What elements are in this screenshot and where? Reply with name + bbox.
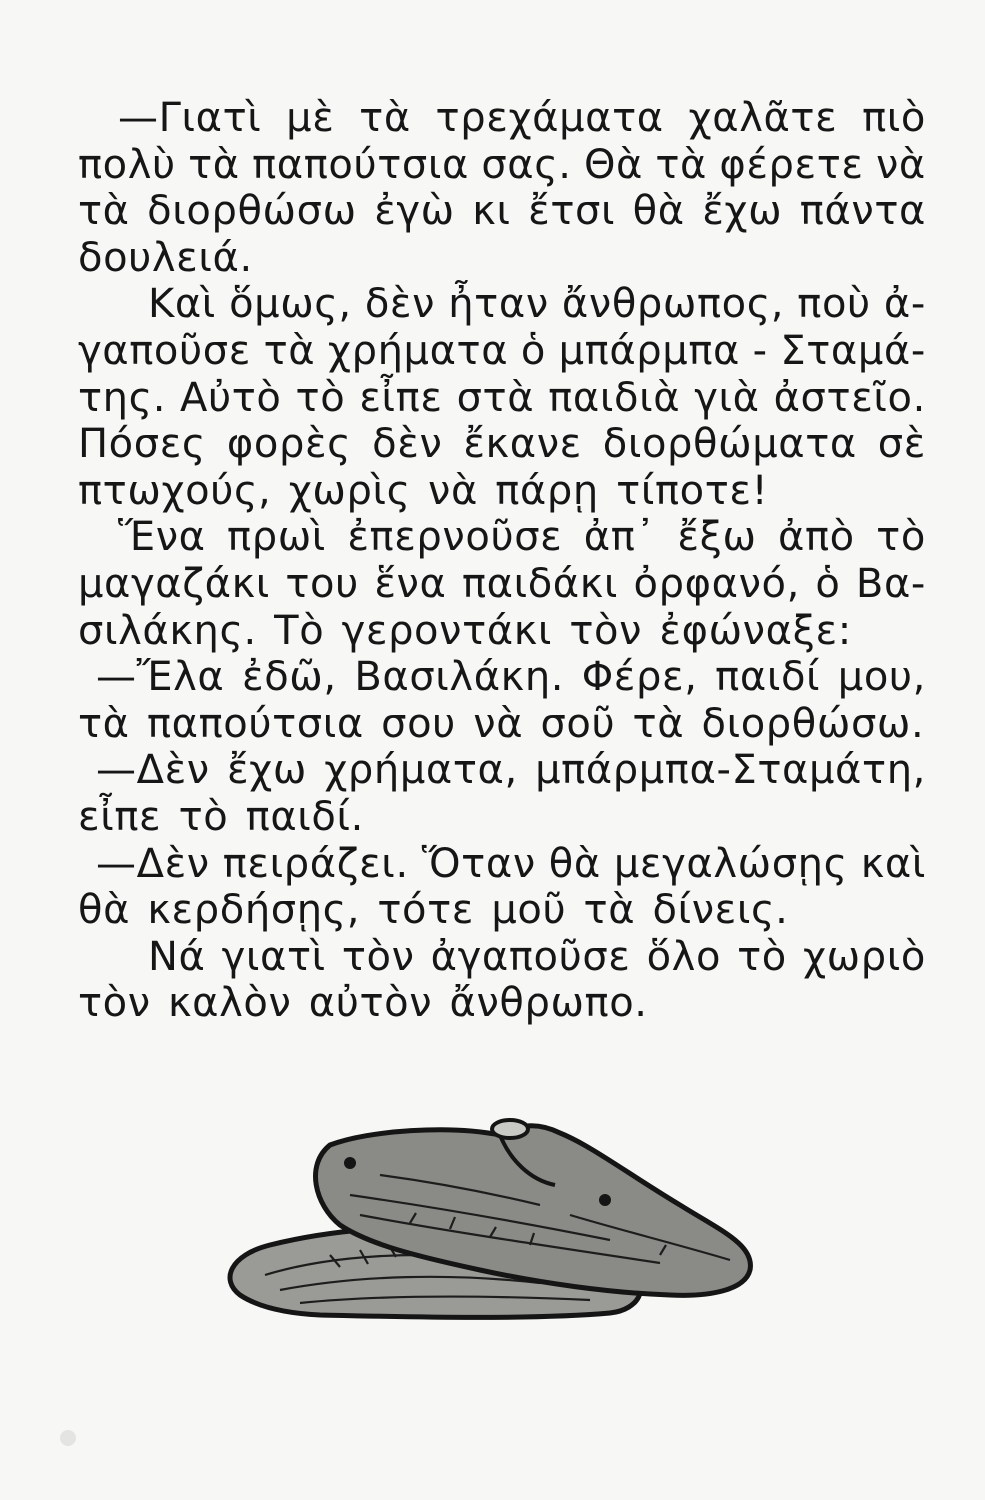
text-line: —Ἔλα ἐδῶ, Βασιλάκη. Φέρε, παιδί μου, [96, 654, 926, 701]
text-line: Καὶ ὅμως, δὲν ἦταν ἄνθρωπος, ποὺ ἀ- [148, 281, 926, 328]
text-line: τὰ διορθώσω ἐγὼ κι ἔτσι θὰ ἔχω πάντα [78, 188, 926, 235]
text-line: γαποῦσε τὰ χρήματα ὁ μπάρμπα - Σταμά- [78, 327, 926, 374]
text-line: θὰ κερδήσῃς, τότε μοῦ τὰ δίνεις. [78, 887, 789, 934]
text-line: τὰ παπούτσια σου νὰ σοῦ τὰ διορθώσω. [78, 700, 925, 747]
text-line: μαγαζάκι του ἕνα παιδάκι ὀρφανό, ὁ Βα- [78, 560, 926, 607]
text-line: —Δὲν πειράζει. Ὅταν θὰ μεγαλώσῃς καὶ [96, 840, 926, 887]
text-line: —Δὲν ἔχω χρήματα, μπάρμπα-Σταμάτη, [96, 747, 926, 794]
text-line: πτωχούς, χωρὶς νὰ πάρῃ τίποτε! [78, 467, 769, 514]
shoe-last-and-sole-icon [210, 1105, 770, 1335]
text-line: Ἕνα πρωὶ ἐπερνοῦσε ἀπ᾽ ἔξω ἀπὸ τὸ [118, 514, 926, 561]
text-line: πολὺ τὰ παπούτσια σας. Θὰ τὰ φέρετε νὰ [78, 141, 926, 188]
shoe-last-illustration [210, 1105, 770, 1335]
text-line: σιλάκης. Τὸ γεροντάκι τὸν ἐφώναξε: [78, 607, 852, 654]
text-line: τὸν καλὸν αὐτὸν ἄνθρωπο. [78, 980, 648, 1027]
text-line: Πόσες φορὲς δὲν ἔκανε διορθώματα σὲ [78, 421, 926, 468]
scan-smudge [60, 1430, 76, 1446]
text-line: της. Αὐτὸ τὸ εἶπε στὰ παιδιὰ γιὰ ἀστεῖο. [78, 374, 926, 421]
text-line: δουλειά. [78, 234, 253, 281]
last-knob [492, 1120, 528, 1138]
text-line: Νά γιατὶ τὸν ἀγαποῦσε ὅλο τὸ χωριὸ [148, 933, 926, 980]
text-line: —Γιατὶ μὲ τὰ τρεχάματα χαλᾶτε πιὸ [118, 95, 926, 141]
text-line: εἶπε τὸ παιδί. [78, 793, 364, 840]
story-text [78, 95, 926, 1027]
